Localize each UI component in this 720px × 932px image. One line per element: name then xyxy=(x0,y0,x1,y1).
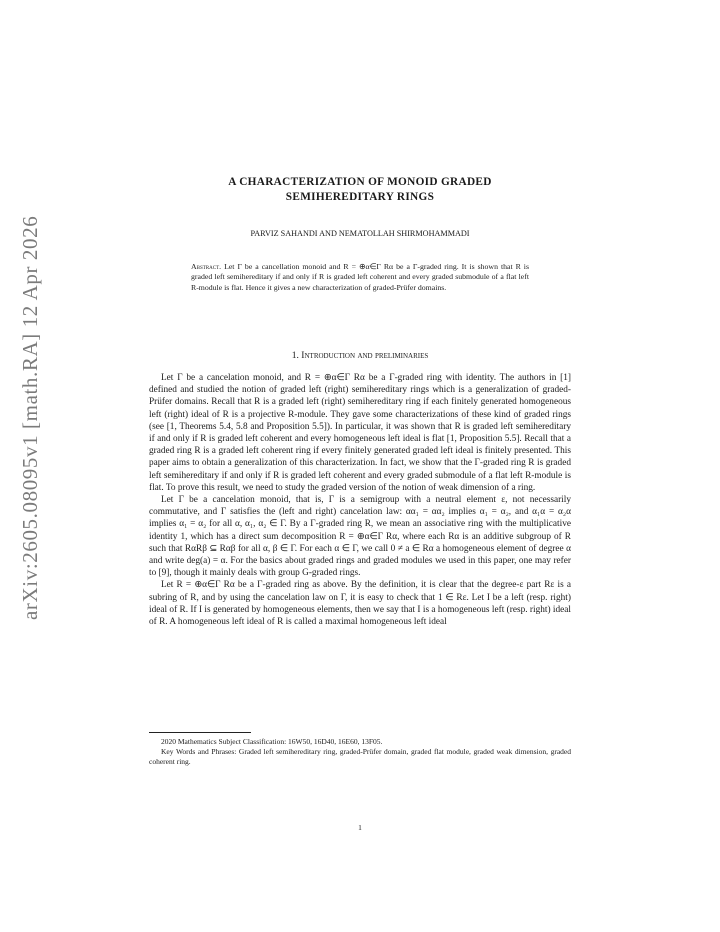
footnote-msc: 2020 Mathematics Subject Classification: 16W50, 16D40, 16E60, 13F05. xyxy=(161,737,383,746)
footnote-rule xyxy=(149,732,251,733)
section-title: Introduction and preliminaries xyxy=(301,350,429,361)
paper-title xyxy=(150,175,570,205)
footnote-keywords: Key Words and Phrases: Graded left semihereditary ring, graded-Prüfer domain, graded flat module, graded weak dimension, graded coherent ring. xyxy=(149,747,571,766)
title-line-1: A CHARACTERIZATION OF MONOID GRADED xyxy=(228,176,492,188)
abstract-text: Let Γ be a cancellation monoid and R = ⊕α∈Γ Rα be a Γ-graded ring. It is shown that R is graded left semihereditary if and only if R is graded left coherent and every graded submodule of a flat left R-module is flat. Hence it gives a new characterization of graded-Prüfer domains. xyxy=(191,262,529,292)
paragraph-2: Let Γ be a cancelation monoid, that is, Γ is a semigroup with a neutral element ε, not necessarily commutative, and Γ satisfies the (left and right) cancelation law: αα₁ = αα₂ implies α₁ = α₂, and α₁α = α₂α implies α₁ = α₂ for all α, α₁, α₂ ∈ Γ. By a Γ-graded ring R, we mean an associative ring with the multiplicative identity 1, which has a direct sum decomposition R = ⊕α∈Γ Rα, where each Rα is an additive subgroup of R such that RαRβ ⊆ Rαβ for all α, β ∈ Γ. For each α ∈ Γ, we call 0 ≠ a ∈ Rα a homogeneous element of degree α and write deg(a) = α. For the basics about graded rings and graded modules we used in this paper, one may refer to [9], though it mainly deals with group G-graded rings. xyxy=(149,495,571,579)
section-heading xyxy=(150,350,570,361)
arxiv-identifier: arXiv:2605.08095v1 [math.RA] 12 Apr 2026 xyxy=(18,215,42,620)
body-text xyxy=(149,372,571,628)
abstract xyxy=(191,262,529,293)
footnotes xyxy=(149,737,571,767)
page-number: 1 xyxy=(358,823,362,832)
title-line-2: SEMIHEREDITARY RINGS xyxy=(285,191,435,203)
abstract-label: Abstract. xyxy=(191,262,222,271)
paragraph-1: Let Γ be a cancelation monoid, and R = ⊕α∈Γ Rα be a Γ-graded ring with identity. The authors in [1] defined and studied the notion of graded left (right) semihereditary rings which is a generalization of graded-Prüfer domains. Recall that R is a graded left (right) semihereditary ring if each finitely generated homogeneous left (right) ideal of R is a projective R-module. They gave some characterizations of these kind of graded rings (see [1, Theorems 5.4, 5.8 and Proposition 5.5]). In particular, it was shown that R is graded left semihereditary if and only if R is graded left coherent and every homogeneous left ideal is flat [1, Proposition 5.5]. Recall that a graded ring R is a graded left coherent ring if every finitely generated graded left ideal is finitely presented. This paper aims to obtain a generalization of this characterization. In fact, we show that the Γ-graded ring R is graded left semihereditary if and only if R is graded left coherent and every graded submodule of a flat left R-module is flat. To prove this result, we need to study the graded version of the notion of weak dimension of a ring. xyxy=(149,373,571,493)
section-number: 1. xyxy=(291,350,299,361)
paper-authors: PARVIZ SAHANDI AND NEMATOLLAH SHIRMOHAMMADI xyxy=(250,229,470,238)
paragraph-3: Let R = ⊕α∈Γ Rα be a Γ-graded ring as above. By the definition, it is clear that the degree-ε part Rε is a subring of R, and by using the cancelation law on Γ, it is easy to check that 1 ∈ Rε. Let I be a left (resp. right) ideal of R. If I is generated by homogeneous elements, then we say that I is a homogeneous left (resp. right) ideal of R. A homogeneous left ideal of R is called a maximal homogeneous left ideal xyxy=(149,580,571,628)
